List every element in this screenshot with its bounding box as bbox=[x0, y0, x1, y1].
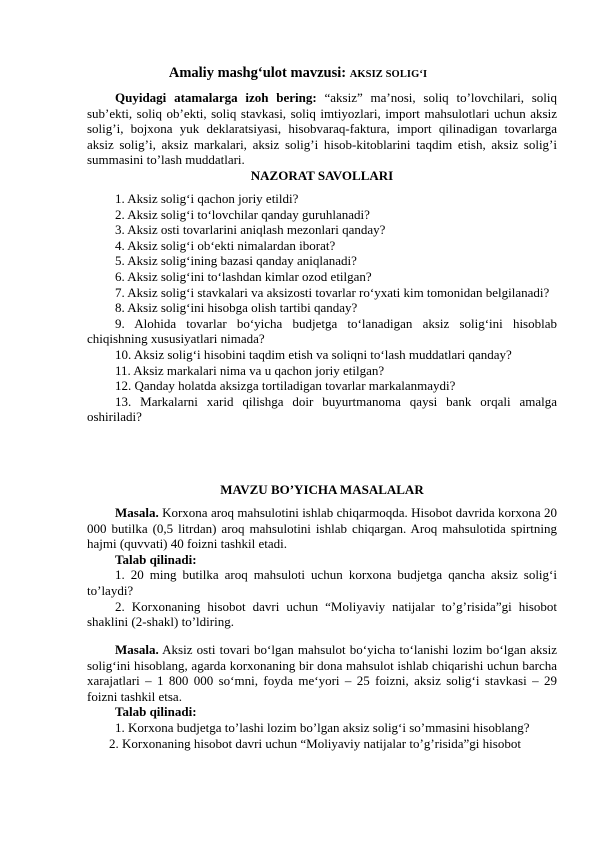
question-item: 10. Aksiz solig‘i hisobini taqdim etish va soliqni to‘lash muddatlari qanday? bbox=[115, 346, 512, 362]
question-item: 5. Aksiz solig‘ining bazasi qanday aniqlanadi? bbox=[115, 253, 357, 269]
question-item: 9. Alohida tovarlar bo‘yicha budjetga to‘lanadigan aksiz solig‘ini hisoblab chiqishning xususiyatlari nimada? bbox=[87, 315, 557, 347]
control-questions bbox=[87, 191, 557, 425]
problem-2-label: Masala. bbox=[115, 642, 159, 657]
title-main: Amaliy mashg‘ulot mavzusi: bbox=[168, 65, 347, 81]
required-label: Talab qilinadi: bbox=[115, 551, 197, 567]
problem-2 bbox=[87, 642, 557, 751]
question-item: 11. Aksiz markalari nima va u qachon joriy etilgan? bbox=[115, 362, 385, 378]
problem-1-required bbox=[87, 552, 557, 568]
question-item: 6. Aksiz solig‘ini to‘lashdan kimlar ozod etilgan? bbox=[115, 268, 372, 284]
problem-2-required bbox=[87, 704, 557, 720]
problem-1-label: Masala. bbox=[115, 505, 159, 520]
problem-1-text: Korxona aroq mahsulotini ishlab chiqarmoqda. Hisobot davrida korxona 20 000 butilka (0,5 litrdan) aroq mahsulotini ishlab chiqargan. Aroq mahsulotida spirtning hajmi (quvvati) 40 foizni tashkil etadi. bbox=[87, 505, 557, 552]
question-item: 13. Markalarni xarid qilishga doir buyurtmanoma qaysi bank orqali amalga oshiriladi? bbox=[87, 393, 557, 425]
intro-paragraph bbox=[87, 90, 557, 168]
intro-text: “aksiz” ma’nosi, soliq to’lovchilari, soliq sub’ekti, soliq ob’ekti, soliq stavkasi, soliq imtiyozlari, import mahsulotlari uchun aksiz solig’i, bojxona yuk deklaratsiyasi, hisobvaraq-faktura, import qilinadigan tovarlarga aksiz solig’i, aksiz markalari, aksiz solig’i hisob-kitoblarini taqdim etish, aksiz solig’i summasini to’lash muddatlari. bbox=[87, 90, 558, 168]
problem-1-task: 1. 20 ming butilka aroq mahsuloti uchun korxona budjetga qancha aksiz solig‘i to’laydi? bbox=[87, 567, 557, 598]
problem-2-text: Aksiz osti tovari bo‘lgan mahsulot bo‘yicha to‘lanishi lozim bo‘lgan aksiz solig‘ini hisoblang, agarda korxonaning bir dona mahsulot ishlab chiqarishi uchun barcha xarajatlari – 1 800 000 so‘mni, foyda me‘yori – 25 foizni, aksiz solig‘i stavkasi – 29 foizni tashkil etsa. bbox=[87, 642, 557, 704]
intro-lead: Quyidagi atamalarga izoh bering: bbox=[115, 90, 317, 105]
problem-1-statement bbox=[87, 505, 557, 552]
question-item: 8. Aksiz solig‘ini hisobga olish tartibi qanday? bbox=[115, 300, 358, 316]
problem-1 bbox=[87, 505, 557, 630]
question-item: 4. Aksiz solig‘i ob‘ekti nimalardan iborat? bbox=[115, 237, 336, 253]
question-item: 3. Aksiz osti tovarlarini aniqlash mezonlari qanday? bbox=[115, 222, 386, 238]
question-item: 12. Qanday holatda aksizga tortiladigan tovarlar markalanmaydi? bbox=[115, 378, 456, 394]
question-item: 7. Aksiz solig‘i stavkalari va aksizosti tovarlar ro‘yxati kim tomonidan belgilanadi? bbox=[115, 284, 550, 300]
question-item: 2. Aksiz solig‘i to‘lovchilar qanday guruhlanadi? bbox=[115, 206, 370, 222]
page-title bbox=[0, 66, 596, 83]
problem-2-statement bbox=[87, 642, 557, 704]
problems-heading: MAVZU BO’YICHA MASALALAR bbox=[220, 482, 424, 497]
question-item: 1. Aksiz solig‘i qachon joriy etildi? bbox=[115, 191, 299, 206]
problem-2-task: 1. Korxona budjetga to’lashi lozim bo’lgan aksiz solig‘i so’mmasini hisoblang? bbox=[115, 719, 530, 735]
title-topic: AKSIZ SOLIG‘I bbox=[349, 69, 428, 80]
required-label: Talab qilinadi: bbox=[115, 704, 197, 720]
problem-2-task: 2. Korxonaning hisobot davri uchun “Moliyaviy natijalar to’g’risida”gi hisobot bbox=[109, 735, 521, 751]
control-heading: NAZORAT SAVOLLARI bbox=[250, 168, 394, 183]
problem-1-task: 2. Korxonaning hisobot davri uchun “Moliyaviy natijalar to’g’risida”gi hisobot shaklini (2-shakl) to’ldiring. bbox=[87, 598, 557, 630]
